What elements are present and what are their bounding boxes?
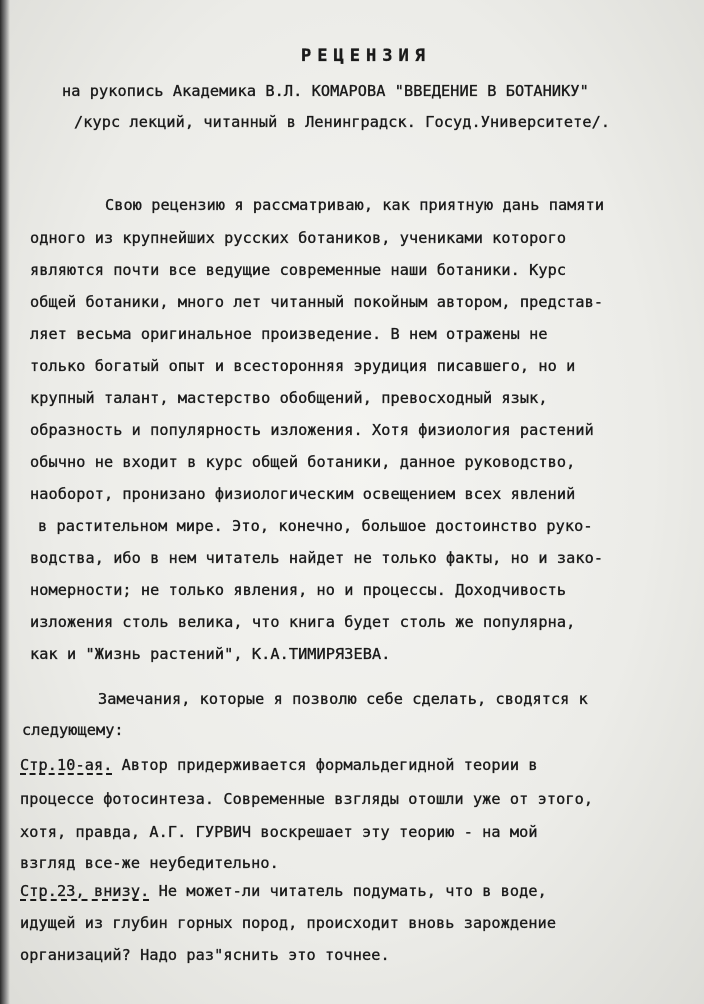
paragraph-1-line: наоборот, пронизано физиологическим освещением всех явлений	[30, 485, 576, 503]
paragraph-1-line: только богатый опыт и всесторонняя эрудиция писавшего, но и	[30, 357, 576, 375]
paragraph-2-line: следующему:	[22, 721, 124, 739]
paragraph-1-line: Свою рецензию я рассматриваю, как приятную дань памяти	[105, 196, 605, 214]
remark-1-first-line	[20, 756, 538, 774]
paragraph-1-line: ляет весьма оригинальное произведение. В нем отражены не	[30, 325, 548, 343]
remark-2-line: организаций? Надо раз"яснить это точнее.	[20, 946, 390, 964]
paragraph-1-line: общей ботаники, много лет читанный покойным автором, представ-	[30, 293, 604, 311]
paragraph-1-line: как и "Жизнь растений", К.А.ТИМИРЯЗЕВА.	[30, 645, 391, 663]
remark-1-line: взгляд все-же неубедительно.	[20, 854, 279, 872]
paragraph-1-line: образность и популярность изложения. Хотя физиология растений	[30, 421, 594, 439]
remark-1-line: хотя, правда, А.Г. ГУРВИЧ воскрешает эту теорию - на мой	[20, 823, 538, 841]
subtitle-line-1: на рукопись Академика В.Л. КОМАРОВА "ВВЕДЕНИЕ В БОТАНИКУ"	[62, 82, 589, 100]
paragraph-2-line: Замечания, которые я позволю себе сделать, сводятся к	[98, 690, 588, 708]
page-edge-shadow	[0, 0, 10, 1004]
paragraph-1-line: обычно не входит в курс общей ботаники, данное руководство,	[30, 453, 576, 471]
paragraph-1-line: одного из крупнейших русских ботаников, учениками которого	[30, 229, 567, 247]
paragraph-1-line: номерности; не только явления, но и процессы. Доходчивость	[30, 581, 567, 599]
paragraph-1-line: в растительном мире. Это, конечно, большое достоинство руко-	[38, 517, 593, 535]
remark-1-first-text: Автор придерживается формальдегидной теории в	[112, 756, 538, 774]
paragraph-1-line: водства, ибо в нем читатель найдет не только факты, но и зако-	[30, 549, 604, 567]
remark-2-page-ref: Стр.23, внизу.	[20, 882, 150, 900]
remark-2-first-text: Не может-ли читатель подумать, что в воде,	[149, 882, 547, 900]
remark-1-line: процессе фотосинтеза. Современные взгляды отошли уже от этого,	[20, 790, 594, 808]
document-title: РЕЦЕНЗИЯ	[301, 46, 431, 66]
paragraph-1-line: являются почти все ведущие современные наши ботаники. Курс	[30, 261, 567, 279]
remark-2-line: идущей из глубин горных пород, происходит вновь зарождение	[20, 914, 557, 932]
paragraph-1-line: крупный талант, мастерство обобщений, превосходный язык,	[30, 389, 548, 407]
remark-2-first-line	[20, 882, 547, 900]
subtitle-line-2: /курс лекций, читанный в Ленинградск. Госуд.Университете/.	[74, 113, 611, 131]
paragraph-1-line: изложения столь велика, что книга будет столь же популярна,	[30, 613, 576, 631]
remark-1-page-ref: Стр.10-ая.	[20, 756, 113, 774]
